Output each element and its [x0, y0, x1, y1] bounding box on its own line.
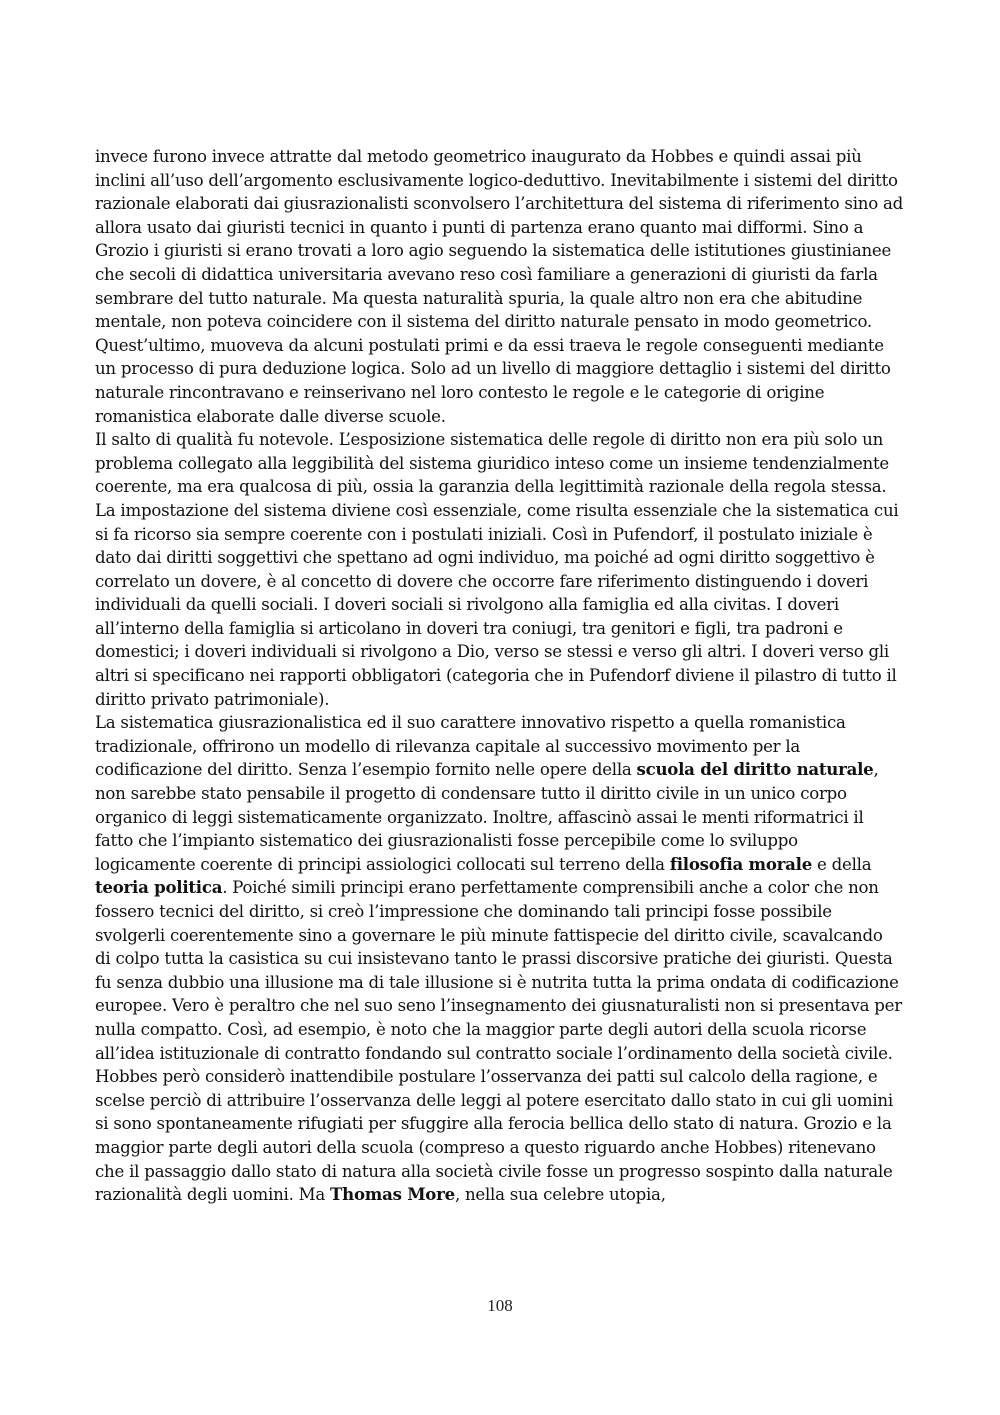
page-number: 108	[487, 1296, 513, 1315]
paragraph	[95, 145, 903, 428]
text-segment: . Poiché simili principi erano perfettamente comprensibili anche a color che non fossero tecnici del diritto, si creò l’impressione che dominando tali principi fosse possibile svolgerli coerentemente sino a governare le più minute fattispecie del diritto civile, scavalcando di colpo tutta la casistica su cui insistevano tanto le prassi discorsive pratiche dei giuristi. Questa fu senza dubbio una illusione ma di tale illusione si è nutrita tutta la prima ondata di codificazione europee. Vero è peraltro che nel suo seno l’insegnamento dei giusnaturalisti non si presentava per nulla compatto. Così, ad esempio, è noto che la maggior parte degli autori della scuola ricorse all’idea istituzionale di contratto fondando sul contratto sociale l’ordinamento della società civile.	[95, 878, 902, 1063]
paragraph	[95, 1065, 903, 1207]
bold-term: Thomas More	[330, 1184, 455, 1205]
paragraph	[95, 499, 903, 711]
bold-term: filosofia morale	[669, 853, 813, 874]
text-segment: La sistematica giusrazionalistica ed il suo carattere innovativo rispetto a quella romanistica tradizionale, offrirono un modello di rilevanza capitale al successivo movimento per la codificazione del diritto. Senza l’esempio fornito nelle opere della	[95, 713, 846, 780]
body-text	[95, 145, 903, 1207]
bold-term: teoria politica	[95, 877, 223, 898]
text-segment: invece furono invece attratte dal metodo geometrico inaugurato da Hobbes e quindi assai più inclini all’uso dell’argomento esclusivamente logico-deduttivo. Inevitabilmente i sistemi del diritto razionale elaborati dai giusrazionalisti sconvolsero l’architettura del sistema di riferimento sino ad allora usato dai giuristi tecnici in quanto i punti di partenza erano quanto mai difformi. Sino a Grozio i giuristi si erano trovati a loro agio seguendo la sistematica delle istitutiones giustinianee che secoli di didattica universitaria avevano reso così familiare a generazioni di giuristi da farla sembrare del tutto naturale. Ma questa naturalità spuria, la quale altro non era che abitudine mentale, non poteva coincidere con il sistema del diritto naturale pensato in modo geometrico. Quest’ultimo, muoveva da alcuni postulati primi e da essi traeva le regole conseguenti mediante un processo di pura deduzione logica. Solo ad un livello di maggiore dettaglio i sistemi del diritto naturale rincontravano e reinserivano nel loro contesto le regole e le categorie di origine romanistica elaborate dalle diverse scuole.	[95, 147, 903, 426]
text-segment: , nella sua celebre utopia,	[454, 1185, 666, 1205]
text-segment: Il salto di qualità fu notevole. L’esposizione sistematica delle regole di diritto non era più solo un problema collegato alla leggibilità del sistema giuridico inteso come un insieme tendenzialmente coerente, ma era qualcosa di più, ossia la garanzia della legittimità razionale della regola stessa.	[95, 430, 889, 497]
text-segment: La impostazione del sistema diviene così essenziale, come risulta essenziale che la sistematica cui si fa ricorso sia sempre coerente con i postulati iniziali. Così in Pufendorf, il postulato iniziale è dato dai diritti soggettivi che spettano ad ogni individuo, ma poiché ad ogni diritto soggettivo è correlato un dovere, è al concetto di dovere che occorre fare riferimento distinguendo i doveri individuali da quelli sociali. I doveri sociali si rivolgono alla famiglia ed alla civitas. I doveri all’interno della famiglia si articolano in doveri tra coniugi, tra genitori e figli, tra padroni e domestici; i doveri individuali si rivolgono a Dio, verso se stessi e verso gli altri. I doveri verso gli altri si specificano nei rapporti obbligatori (categoria che in Pufendorf diviene il pilastro di tutto il diritto privato patrimoniale).	[95, 500, 899, 709]
paragraph	[95, 428, 903, 499]
bold-term: scuola del diritto naturale	[636, 759, 874, 780]
paragraph	[95, 711, 903, 1065]
text-segment: Hobbes però considerò inattendibile postulare l’osservanza dei patti sul calcolo della ragione, e scelse perciò di attribuire l’osservanza delle leggi al potere esercitato dallo stato in cui gli uomini si sono spontaneamente rifugiati per sfuggire alla ferocia bellica dello stato di natura. Grozio e la maggior parte degli autori della scuola (compreso a questo riguardo anche Hobbes) ritenevano che il passaggio dallo stato di natura alla società civile fosse un progresso sospinto dalla naturale razionalità degli uomini. Ma	[95, 1067, 893, 1205]
text-segment: , non sarebbe stato pensabile il progetto di condensare tutto il diritto civile in un unico corpo organico di leggi sistematicamente organizzato. Inoltre, affascinò assai le menti riformatrici il fatto che l’impianto sistematico dei giusrazionalisti fosse percepibile come lo sviluppo logicamente coerente di principi assiologici collocati sul terreno della	[95, 760, 879, 874]
text-segment: e della	[812, 854, 872, 874]
